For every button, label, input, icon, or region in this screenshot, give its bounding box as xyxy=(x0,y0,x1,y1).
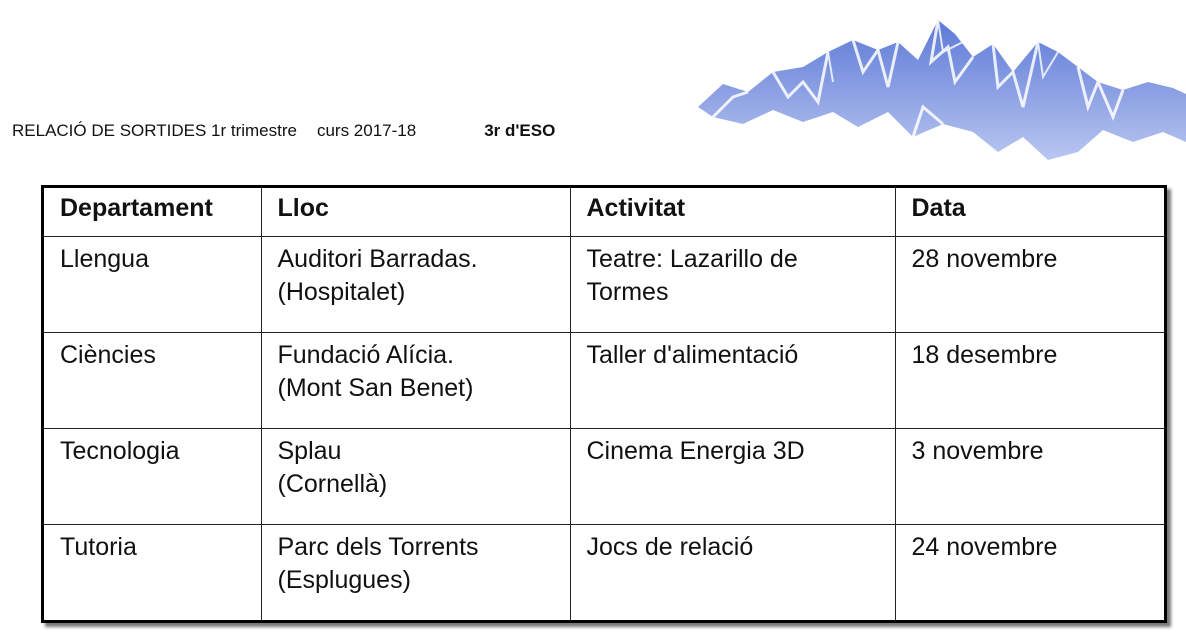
column-header-departament: Departament xyxy=(44,188,261,237)
cell-activitat: Cinema Energia 3D xyxy=(570,429,895,525)
document-title: RELACIÓ DE SORTIDES 1r trimestre xyxy=(12,121,297,140)
cell-departament: Tutoria xyxy=(44,525,261,620)
cell-lloc: Fundació Alícia. (Mont San Benet) xyxy=(261,333,570,429)
table-row xyxy=(44,429,1164,525)
outings-table xyxy=(44,188,1164,620)
mountains-illustration xyxy=(693,12,1186,172)
column-header-activitat: Activitat xyxy=(570,188,895,237)
cell-lloc: Splau (Cornellà) xyxy=(261,429,570,525)
cell-departament: Ciències xyxy=(44,333,261,429)
cell-lloc: Parc dels Torrents (Esplugues) xyxy=(261,525,570,620)
table-row xyxy=(44,237,1164,333)
cell-lloc: Auditori Barradas. (Hospitalet) xyxy=(261,237,570,333)
cell-data: 24 novembre xyxy=(895,525,1164,620)
cell-departament: Tecnologia xyxy=(44,429,261,525)
table-header-row xyxy=(44,188,1164,237)
cell-activitat: Taller d'alimentació xyxy=(570,333,895,429)
course-level: 3r d'ESO xyxy=(484,121,556,140)
course-year: curs 2017-18 xyxy=(316,121,417,140)
cell-data: 28 novembre xyxy=(895,237,1164,333)
table-row xyxy=(44,333,1164,429)
cell-data: 3 novembre xyxy=(895,429,1164,525)
outings-table-frame xyxy=(41,185,1167,623)
cell-activitat: Jocs de relació xyxy=(570,525,895,620)
cell-data: 18 desembre xyxy=(895,333,1164,429)
column-header-data: Data xyxy=(895,188,1164,237)
cell-activitat: Teatre: Lazarillo de Tormes xyxy=(570,237,895,333)
document-header xyxy=(12,121,555,141)
table-row xyxy=(44,525,1164,620)
column-header-lloc: Lloc xyxy=(261,188,570,237)
cell-departament: Llengua xyxy=(44,237,261,333)
